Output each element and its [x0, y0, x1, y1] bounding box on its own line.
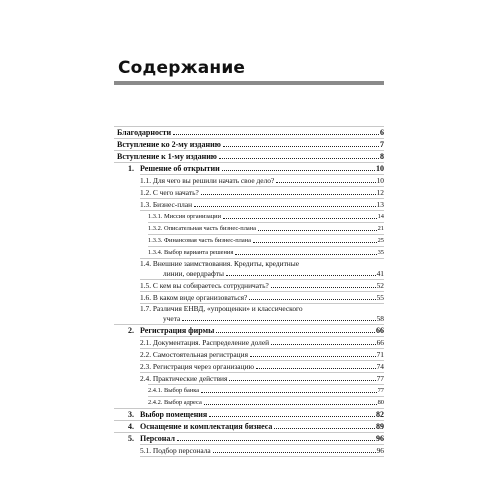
toc-section-1-2[interactable]: 1.2. С чего начать? 12	[140, 188, 384, 197]
toc-subsection-1-3-2[interactable]: 1.3.2. Описательная часть бизнес-плана 21	[148, 225, 384, 232]
toc-section-1-6[interactable]: 1.6. В каком виде организоваться? 55	[140, 293, 384, 302]
separator	[140, 198, 384, 199]
separator	[114, 324, 384, 325]
separator	[148, 246, 384, 247]
toc-section-5-1[interactable]: 5.1. Подбор персонала 96	[140, 446, 384, 455]
separator	[140, 456, 384, 457]
separator	[140, 210, 384, 211]
toc-entry-preface-2[interactable]: Вступление ко 2-му изданию 7	[117, 140, 384, 149]
toc-chapter-3[interactable]: 3. Выбор помещения 82	[128, 410, 384, 419]
separator	[140, 174, 384, 175]
separator	[140, 348, 384, 349]
toc-section-2-2[interactable]: 2.2. Самостоятельная регистрация 71	[140, 350, 384, 359]
toc-chapter-1[interactable]: 1. Решение об открытии 10	[128, 164, 384, 173]
toc-section-1-7-line1: 1.7. Различия ЕНВД, «упрощенки» и классического	[140, 304, 303, 313]
toc-section-2-3[interactable]: 2.3. Регистрация через организацию 74	[140, 362, 384, 371]
separator	[140, 336, 384, 337]
toc-chapter-5[interactable]: 5. Персонал 96	[128, 434, 384, 443]
separator	[114, 126, 384, 127]
separator	[114, 138, 384, 139]
separator	[140, 360, 384, 361]
toc-chapter-4[interactable]: 4. Оснащение и комплектация бизнеса 89	[128, 422, 384, 431]
separator	[148, 396, 384, 397]
toc-subsection-1-3-4[interactable]: 1.3.4. Выбор варианта решения 35	[148, 249, 384, 256]
separator	[140, 291, 384, 292]
separator	[114, 150, 384, 151]
separator	[140, 444, 384, 445]
separator	[114, 432, 384, 433]
toc-section-2-4[interactable]: 2.4. Практические действия 77	[140, 374, 384, 383]
toc-chapter-2[interactable]: 2. Регистрация фирмы 66	[128, 326, 384, 335]
toc-section-1-7[interactable]: учета 58	[163, 314, 384, 323]
toc-section-1-4-line1: 1.4. Внешние заимствования. Кредиты, кредитные	[140, 259, 300, 268]
separator	[114, 162, 384, 163]
toc-section-1-4[interactable]: линии, овердрафты 41	[163, 269, 384, 278]
toc-entry-acknowledgements[interactable]: Благодарности 6	[117, 128, 384, 137]
toc-subsection-1-3-1[interactable]: 1.3.1. Миссия организации 14	[148, 213, 384, 220]
separator	[140, 186, 384, 187]
separator	[148, 222, 384, 223]
title-rule	[114, 81, 384, 85]
toc-section-1-5[interactable]: 1.5. С кем вы собираетесь сотрудничать? 52	[140, 281, 384, 290]
separator	[148, 234, 384, 235]
toc-section-1-1[interactable]: 1.1. Для чего вы решили начать свое дело? 10	[140, 176, 384, 185]
separator	[140, 279, 384, 280]
toc-section-2-1[interactable]: 2.1. Документация. Распределение долей 66	[140, 338, 384, 347]
toc-subsection-2-4-2[interactable]: 2.4.2. Выбор адреса 80	[148, 399, 384, 406]
toc-section-1-3[interactable]: 1.3. Бизнес-план 13	[140, 200, 384, 209]
toc-subsection-2-4-1[interactable]: 2.4.1. Выбор банка 77	[148, 387, 384, 394]
toc-subsection-1-3-3[interactable]: 1.3.3. Финансовая часть бизнес-плана 25	[148, 237, 384, 244]
separator	[148, 384, 384, 385]
separator	[140, 372, 384, 373]
page-title: Содержание	[118, 58, 246, 78]
separator	[114, 408, 384, 409]
separator	[114, 420, 384, 421]
toc-entry-preface-1[interactable]: Вступление к 1-му изданию 8	[117, 152, 384, 161]
